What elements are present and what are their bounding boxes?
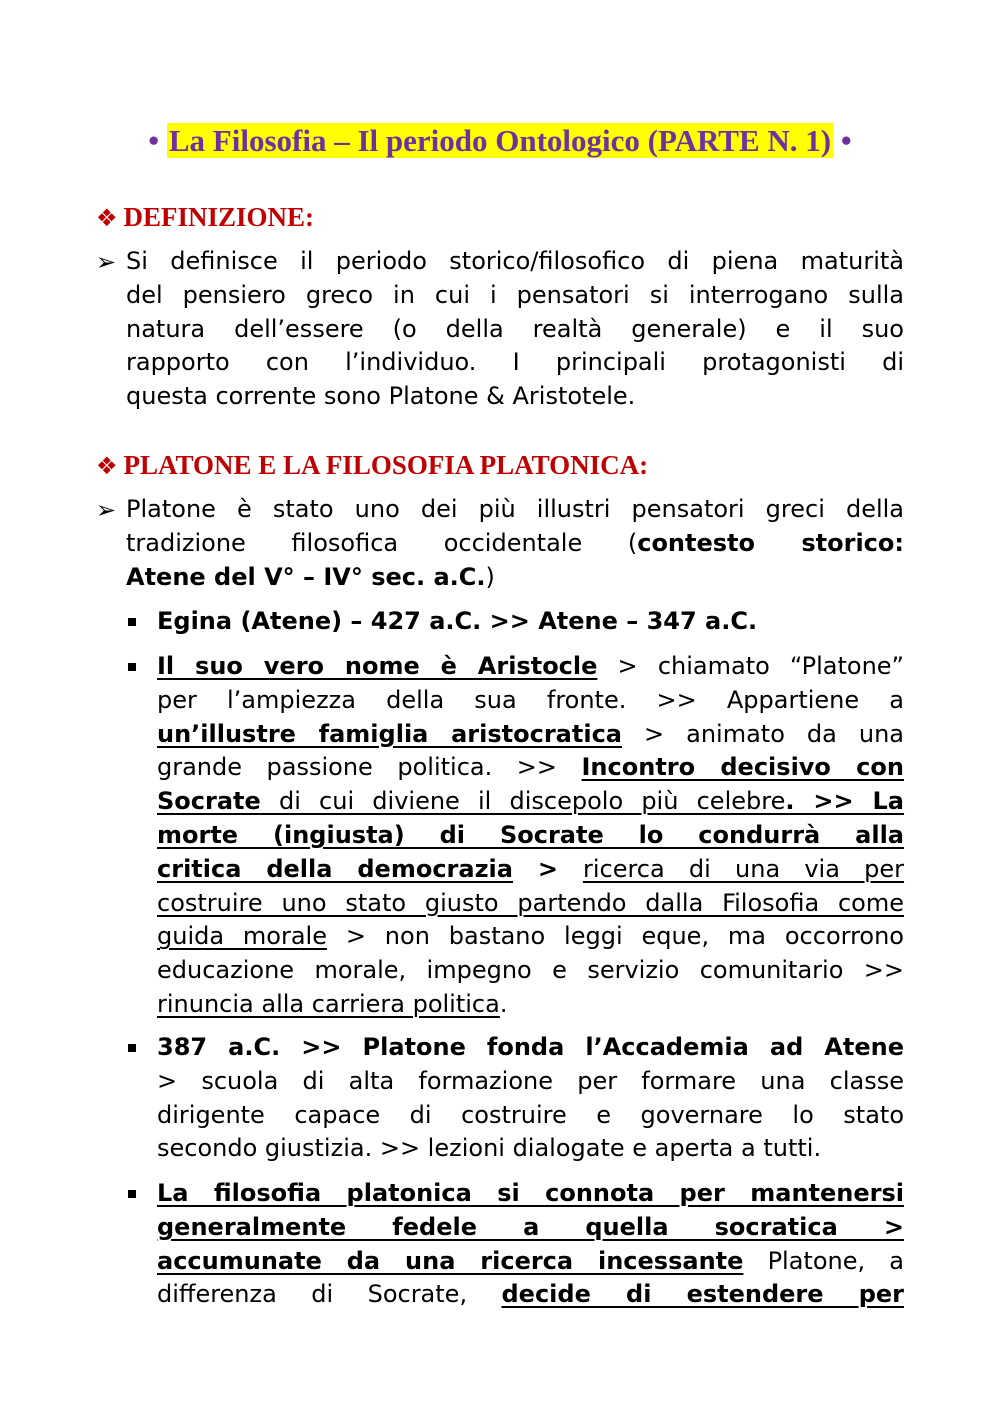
bold-text: Atene del V° – IV° sec. a.C. (126, 562, 486, 591)
paragraph-line (157, 718, 904, 752)
bold-underlined-text: Incontro decisivo con (581, 753, 904, 782)
title-text: La Filosofia – Il periodo Ontologico (PARTE N. 1) (168, 123, 832, 158)
bold-underlined-text: La (872, 787, 905, 816)
square-bullet-icon (128, 618, 136, 626)
section-heading-text: PLATONE E LA FILOSOFIA PLATONICA: (123, 450, 649, 480)
diamond-four-icon: ❖ (96, 452, 118, 480)
title-bullet-right: • (840, 123, 852, 158)
bold-underlined-text: generalmente fedele a quella socratica > (157, 1212, 904, 1241)
bullet-dates (157, 605, 904, 639)
paragraph-line: Platone è stato uno dei più illustri pensatori greci della (126, 495, 904, 523)
text-run: Platone, a (743, 1246, 905, 1275)
document-title (0, 120, 1000, 162)
paragraph-line: dirigente capace di costruire e governare lo stato (157, 1100, 904, 1129)
paragraph-line (157, 1031, 904, 1065)
paragraph-line (157, 1245, 904, 1279)
square-bullet-icon (128, 663, 136, 671)
paragraph-line (157, 887, 904, 921)
definition-paragraph (126, 245, 904, 414)
bullet-accademia (157, 1031, 904, 1166)
paragraph-line (157, 785, 904, 819)
paragraph-line: questa corrente sono Platone & Aristotele. (126, 382, 636, 411)
paragraph-line (157, 650, 904, 684)
paragraph-line: Si definisce il periodo storico/filosofico di piena maturità (126, 247, 904, 275)
title-bullet-left: • (148, 123, 160, 158)
bold-text: > (512, 854, 583, 883)
bold-underlined-text: accumunate da una ricerca incessante (157, 1246, 744, 1275)
underlined-text: costruire uno stato giusto partendo dalla Filosofia come (157, 888, 904, 917)
section-heading-platone (96, 448, 648, 483)
diamond-four-icon: ❖ (96, 204, 118, 232)
text-run: grande passione politica. >> (157, 753, 582, 782)
text-run: > chiamato “Platone” (597, 652, 904, 680)
paragraph-line (126, 527, 904, 561)
paragraph-line: educazione morale, impegno e servizio comunitario >> (157, 956, 904, 985)
underlined-text: rinuncia alla carriera politica (157, 989, 500, 1018)
paragraph-line: > scuola di alta formazione per formare una classe (157, 1066, 904, 1095)
text-run: differenza di Socrate, (157, 1280, 502, 1309)
paragraph-line: per l’ampiezza della sua fronte. >> Appartiene a (157, 685, 904, 714)
text-run: > animato da una (622, 719, 905, 748)
bold-text: 387 a.C. >> Platone fonda l’Accademia ad Atene (157, 1033, 904, 1061)
bold-underlined-text: decide di estendere per (501, 1280, 904, 1309)
paragraph-line: rapporto con l’individuo. I principali protagonisti di (126, 348, 904, 377)
bold-underlined-text: critica della democrazia (157, 854, 513, 883)
underlined-text: guida morale (157, 922, 327, 951)
paragraph-line (157, 819, 904, 853)
section-heading-definizione (96, 200, 314, 235)
underlined-text: di cui diviene il discepolo più celebre (260, 787, 786, 816)
bullet-filosofia-platonica (157, 1177, 904, 1312)
paragraph-line (157, 1177, 904, 1211)
section-heading-text: DEFINIZIONE: (123, 202, 315, 232)
bullet-biography (157, 650, 904, 1022)
paragraph-line (126, 561, 904, 595)
paragraph-line (157, 1278, 904, 1312)
paragraph-line: natura dell’essere (o della realtà generale) e il suo (126, 314, 904, 343)
text-run: . (499, 989, 508, 1018)
paragraph-line: del pensiero greco in cui i pensatori si interrogano sulla (126, 280, 904, 309)
underlined-text: ricerca di una via per (582, 854, 905, 883)
bold-text: Egina (Atene) – 427 a.C. >> Atene – 347 a.C. (157, 607, 758, 635)
bold-underlined-text: Il suo vero nome è Aristocle (157, 652, 598, 680)
bold-underlined-text: un’illustre famiglia aristocratica (157, 719, 622, 748)
paragraph-line (157, 605, 904, 639)
bold-underlined-text: Socrate (157, 787, 261, 816)
bold-text: contesto storico: (637, 528, 904, 557)
bold-underlined-text: morte (ingiusta) di Socrate lo condurrà alla (157, 820, 904, 849)
paragraph-line: secondo giustizia. >> lezioni dialogate e aperta a tutti. (157, 1134, 822, 1163)
text-run: ) (485, 562, 495, 591)
paragraph-line (157, 853, 904, 887)
bold-underlined-text: . >> (785, 787, 873, 816)
square-bullet-icon (128, 1044, 136, 1052)
square-bullet-icon (128, 1190, 136, 1198)
platone-intro-paragraph (126, 493, 904, 594)
bold-underlined-text: La filosofia platonica si connota per mantenersi (157, 1179, 904, 1207)
paragraph-line (157, 920, 904, 954)
text-run: > non bastano leggi eque, ma occorrono (326, 922, 904, 951)
paragraph-line (157, 988, 904, 1022)
text-run: tradizione filosofica occidentale ( (126, 528, 638, 557)
paragraph-line (157, 1211, 904, 1245)
paragraph-line (157, 751, 904, 785)
arrow-bullet-icon: ➢ (96, 496, 117, 524)
arrow-bullet-icon: ➢ (96, 248, 117, 276)
